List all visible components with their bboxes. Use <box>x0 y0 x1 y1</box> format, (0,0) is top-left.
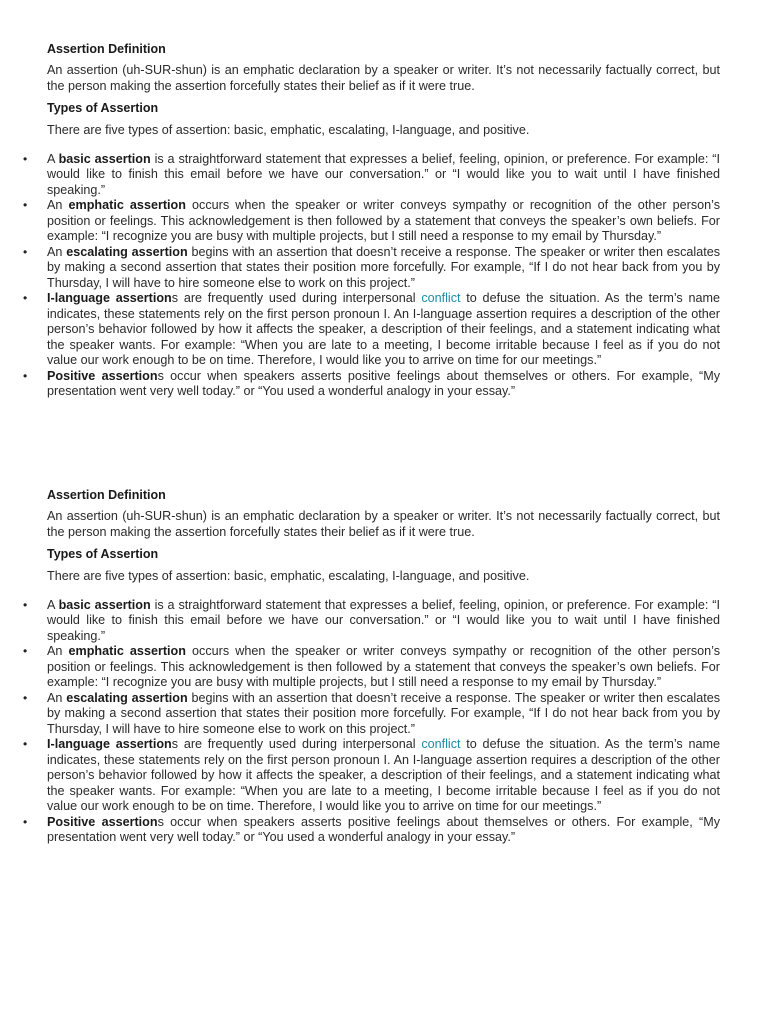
list-item-emphatic: • An emphatic assertion occurs when the speaker or writer conveys sympathy or recognition of the other person’s position or feelings. This acknowledgement is then followed by a statement that conveys the speaker’s own beliefs. For example: “I recognize you are busy with multiple projects, but I still need a response to my email by Thursday.” <box>23 198 721 244</box>
conflict-link[interactable]: conflict <box>421 291 461 306</box>
bullet-icon: • <box>23 244 28 259</box>
bullet-icon: • <box>23 737 28 752</box>
conflict-link[interactable]: conflict <box>421 737 461 752</box>
assertion-section-2 <box>0 487 768 846</box>
bullet-icon: • <box>23 597 28 612</box>
bullet-icon: • <box>23 690 28 705</box>
types-heading: Types of Assertion <box>47 101 159 116</box>
list-item-basic: • A basic assertion is a straightforward statement that expresses a belief, feeling, opinion, or preference. For example: “I would like to finish this email before we have our conversation.” or “I would like you to wait until I have finished speaking.” <box>23 151 720 197</box>
list-item-basic: • A basic assertion is a straightforward statement that expresses a belief, feeling, opinion, or preference. For example: “I would like to finish this email before we have our conversation.” or “I would like you to wait until I have finished speaking.” <box>23 597 720 643</box>
definition-paragraph: An assertion (uh-SUR-shun) is an emphatic declaration by a speaker or writer. It’s not necessarily factually correct, but the person making the assertion forcefully states their belief as if it were true. <box>47 63 720 93</box>
bullet-icon: • <box>23 368 28 383</box>
term-emphatic: emphatic assertion <box>68 644 186 659</box>
bullet-icon: • <box>23 198 28 213</box>
list-item-positive: • Positive assertions occur when speakers asserts positive feelings about themselves or others. For example, “My presentation went very well today.” or “You used a wonderful analogy in your essay.” <box>23 368 720 399</box>
assertion-section-1 <box>0 41 768 400</box>
term-positive: Positive assertion <box>47 368 158 383</box>
definition-heading: Assertion Definition <box>47 488 166 502</box>
types-heading: Types of Assertion <box>47 547 159 562</box>
term-i-language: I-language assertion <box>47 291 172 306</box>
term-positive: Positive assertion <box>47 814 158 829</box>
assertion-types-list <box>0 598 768 846</box>
types-intro: There are five types of assertion: basic, emphatic, escalating, I-language, and positive. <box>47 123 530 138</box>
bullet-icon: • <box>23 644 28 659</box>
bullet-icon: • <box>23 814 28 829</box>
definition-heading: Assertion Definition <box>47 42 166 56</box>
list-item-escalating: • An escalating assertion begins with an assertion that doesn’t receive a response. The speaker or writer then escalates by making a second assertion that states their position more forcefully. For example, “If I do not hear back from you by Thursday, I will have to hire someone else to work on this project.” <box>23 690 721 736</box>
list-item-positive: • Positive assertions occur when speakers asserts positive feelings about themselves or others. For example, “My presentation went very well today.” or “You used a wonderful analogy in your essay.” <box>23 814 720 845</box>
types-intro: There are five types of assertion: basic, emphatic, escalating, I-language, and positive. <box>47 569 530 584</box>
term-basic: basic assertion <box>58 597 151 612</box>
term-escalating: escalating assertion <box>66 244 188 259</box>
term-basic: basic assertion <box>58 151 151 166</box>
term-escalating: escalating assertion <box>66 690 188 705</box>
term-emphatic: emphatic assertion <box>68 198 186 213</box>
list-item-i-language: • I-language assertions are frequently used during interpersonal conflict to defuse the situation. As the term’s name indicates, these statements rely on the first person pronoun I. An I-language assertion requires a description of the other person’s behavior followed by how it affects the speaker, a description of their feelings, and a statement indicating what the speaker wants. For example: “When you are late to a meeting, I become irritable because I feel as if you do not value our work enough to be on time. Therefore, I would like you to arrive on time for our meetings.” <box>23 291 720 368</box>
term-i-language: I-language assertion <box>47 737 172 752</box>
definition-paragraph: An assertion (uh-SUR-shun) is an emphatic declaration by a speaker or writer. It’s not necessarily factually correct, but the person making the assertion forcefully states their belief as if it were true. <box>47 509 720 539</box>
bullet-icon: • <box>23 291 28 306</box>
list-item-escalating: • An escalating assertion begins with an assertion that doesn’t receive a response. The speaker or writer then escalates by making a second assertion that states their position more forcefully. For example, “If I do not hear back from you by Thursday, I will have to hire someone else to work on this project.” <box>23 244 721 290</box>
list-item-i-language: • I-language assertions are frequently used during interpersonal conflict to defuse the situation. As the term’s name indicates, these statements rely on the first person pronoun I. An I-language assertion requires a description of the other person’s behavior followed by how it affects the speaker, a description of their feelings, and a statement indicating what the speaker wants. For example: “When you are late to a meeting, I become irritable because I feel as if you do not value our work enough to be on time. Therefore, I would like you to arrive on time for our meetings.” <box>23 737 720 814</box>
bullet-icon: • <box>23 151 28 166</box>
list-item-emphatic: • An emphatic assertion occurs when the speaker or writer conveys sympathy or recognition of the other person’s position or feelings. This acknowledgement is then followed by a statement that conveys the speaker’s own beliefs. For example: “I recognize you are busy with multiple projects, but I still need a response to my email by Thursday.” <box>23 644 721 690</box>
assertion-types-list <box>0 152 768 400</box>
